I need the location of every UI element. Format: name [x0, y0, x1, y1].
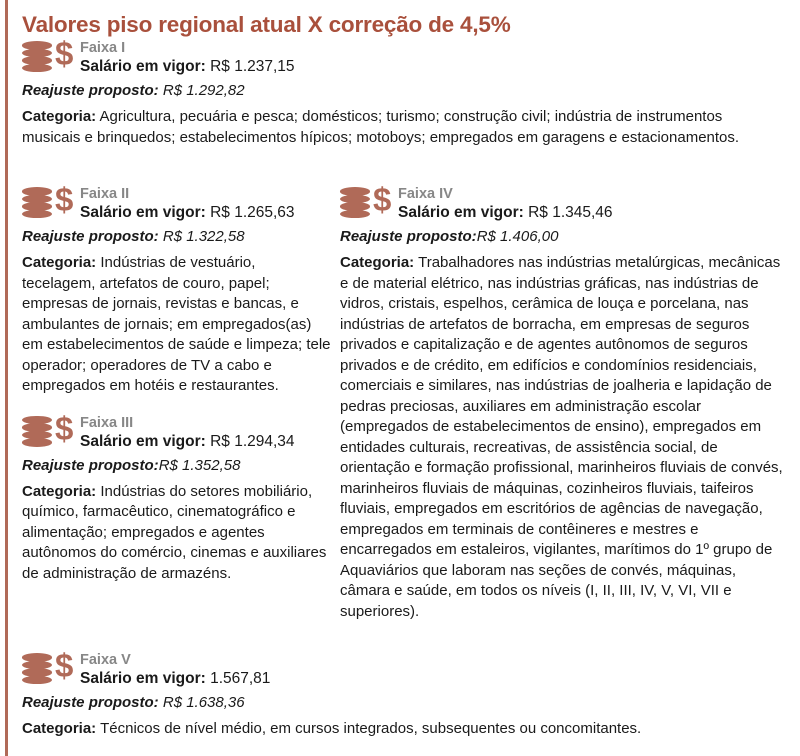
dollar-sign-icon: $ — [55, 409, 74, 447]
category-line — [22, 107, 760, 148]
salary-value: R$ 1.345,46 — [528, 204, 613, 221]
coin-stack-shape — [340, 187, 370, 218]
left-accent-rule — [5, 0, 8, 756]
band-name: Faixa IV — [398, 186, 453, 202]
band-header — [340, 181, 788, 221]
salary-label: Salário em vigor: — [398, 204, 524, 221]
band-faixa-5 — [22, 647, 782, 740]
band-header-text — [80, 415, 332, 450]
category-label: Categoria: — [22, 108, 97, 125]
coin-stack-icon — [22, 181, 80, 218]
band-header — [22, 409, 332, 450]
adjust-label: Reajuste proposto: — [22, 694, 159, 711]
content-area — [22, 0, 788, 756]
coin-stack-shape — [22, 187, 52, 218]
band-header — [22, 35, 782, 75]
adjust-line — [22, 457, 332, 474]
category-label: Categoria: — [340, 254, 415, 271]
adjust-line — [22, 228, 332, 245]
coin-stack-icon — [340, 181, 398, 218]
band-header — [22, 181, 332, 221]
salary-label: Salário em vigor: — [80, 204, 206, 221]
band-header-text — [80, 652, 782, 687]
category-text: Indústrias do setores mobiliário, químico, farmacêutico, cinematográfico e alimentação; empregados e agentes autônomos do comércio, cinemas e auxiliares de administração de armazéns. — [22, 482, 327, 582]
right-column — [340, 181, 788, 622]
adjust-label: Reajuste proposto: — [340, 228, 477, 245]
category-text: Técnicos de nível médio, em cursos integrados, subsequentes ou concomitantes. — [100, 720, 642, 737]
dollar-sign-icon: $ — [373, 181, 392, 218]
salary-value: R$ 1.294,34 — [210, 432, 295, 450]
band-name: Faixa I — [80, 40, 126, 56]
adjust-value: R$ 1.352,58 — [158, 456, 241, 474]
category-line — [22, 482, 332, 585]
page-title: Valores piso regional atual X correção de 4,5% — [22, 12, 511, 37]
band-faixa-2 — [22, 181, 332, 397]
band-header-text — [80, 40, 782, 75]
salary-label: Salário em vigor: — [80, 432, 206, 450]
adjust-label: Reajuste proposto: — [22, 456, 159, 474]
salary-line — [80, 58, 782, 75]
adjust-label: Reajuste proposto: — [22, 228, 159, 245]
band-faixa-4 — [340, 181, 788, 622]
category-text: Trabalhadores nas indústrias metalúrgicas, mecânicas e de material elétrico, nas indústrias gráficas, nas indústrias de vidros, cristais, espelhos, cerâmica de louça e porcelana, nas indústrias de artefatos de borracha, em empresas de seguros privados e capitalização e de agentes autônomos de seguros privados e de crédito, em edifícios e condomínios residenciais, comerciais e similares, nas indústrias de joalheria e lapidação de pedras preciosas, auxiliares em administração escolar (empregados de estabelecimentos de ensino), empregados em entidades culturais, recreativas, de assistência social, de orientação e formação profissional, marinheiros fluviais de convés, marinheiros fluviais de máquinas, cozinheiros fluviais, taifeiros fluviais, empregados em escritórios de agências de navegação, empregados em terminais de contêineres e mestres e encarregados em estaleiros, vigilantes, marítimos do 1º grupo de Aquaviários que laboram nas seções de convés, máquinas, câmara e saúde, em todos os níveis (I, II, III, IV, V, VI, VII e superiores). — [340, 254, 783, 620]
dollar-sign-icon: $ — [55, 181, 74, 218]
coin-stack-icon — [22, 35, 80, 72]
coin-stack-icon — [22, 409, 80, 447]
adjust-value: R$ 1.638,36 — [162, 694, 245, 711]
salary-value: 1.567,81 — [210, 670, 271, 687]
coin-stack-shape — [22, 416, 52, 447]
adjust-value: R$ 1.322,58 — [162, 228, 245, 245]
salary-line — [398, 204, 788, 221]
adjust-value: R$ 1.406,00 — [476, 228, 559, 245]
category-line — [22, 253, 332, 397]
category-text: Agricultura, pecuária e pesca; domésticos; turismo; construção civil; indústria de instrumentos musicais e brinquedos; estabelecimentos hípicos; motoboys; empregados em garagens e estacionamentos. — [22, 108, 740, 146]
dollar-sign-icon: $ — [55, 35, 74, 72]
salary-label: Salário em vigor: — [80, 58, 206, 75]
band-faixa-1 — [22, 35, 782, 148]
category-label: Categoria: — [22, 254, 97, 271]
coin-stack-shape — [22, 653, 52, 684]
band-name: Faixa III — [80, 414, 134, 431]
salary-line — [80, 670, 782, 687]
salary-line — [80, 433, 332, 450]
category-line — [22, 719, 762, 740]
category-label: Categoria: — [22, 720, 97, 737]
adjust-line — [340, 228, 788, 245]
band-name: Faixa V — [80, 652, 131, 668]
salary-value: R$ 1.265,63 — [210, 204, 295, 221]
adjust-line — [22, 82, 782, 99]
category-label: Categoria: — [22, 482, 97, 500]
band-name: Faixa II — [80, 186, 130, 202]
salary-label: Salário em vigor: — [80, 670, 206, 687]
band-header-text — [80, 186, 332, 221]
adjust-line — [22, 694, 782, 711]
salary-value: R$ 1.237,15 — [210, 58, 295, 75]
band-header-text — [398, 186, 788, 221]
adjust-label: Reajuste proposto: — [22, 82, 159, 99]
dollar-sign-icon: $ — [55, 647, 74, 684]
adjust-value: R$ 1.292,82 — [162, 82, 245, 99]
coin-stack-shape — [22, 41, 52, 72]
category-line — [340, 253, 788, 622]
band-faixa-3 — [22, 409, 332, 585]
coin-stack-icon — [22, 647, 80, 684]
salary-line — [80, 204, 332, 221]
band-header — [22, 647, 782, 687]
category-text: Indústrias de vestuário, tecelagem, artefatos de couro, papel; empresas de jornais, revistas e bancas, e ambulantes de jornais; em empregados(as) em estabelecimentos de saúde e limpeza; tele operador; operadores de TV a cabo e empregados em hotéis e restaurantes. — [22, 254, 331, 394]
left-column — [22, 181, 332, 584]
